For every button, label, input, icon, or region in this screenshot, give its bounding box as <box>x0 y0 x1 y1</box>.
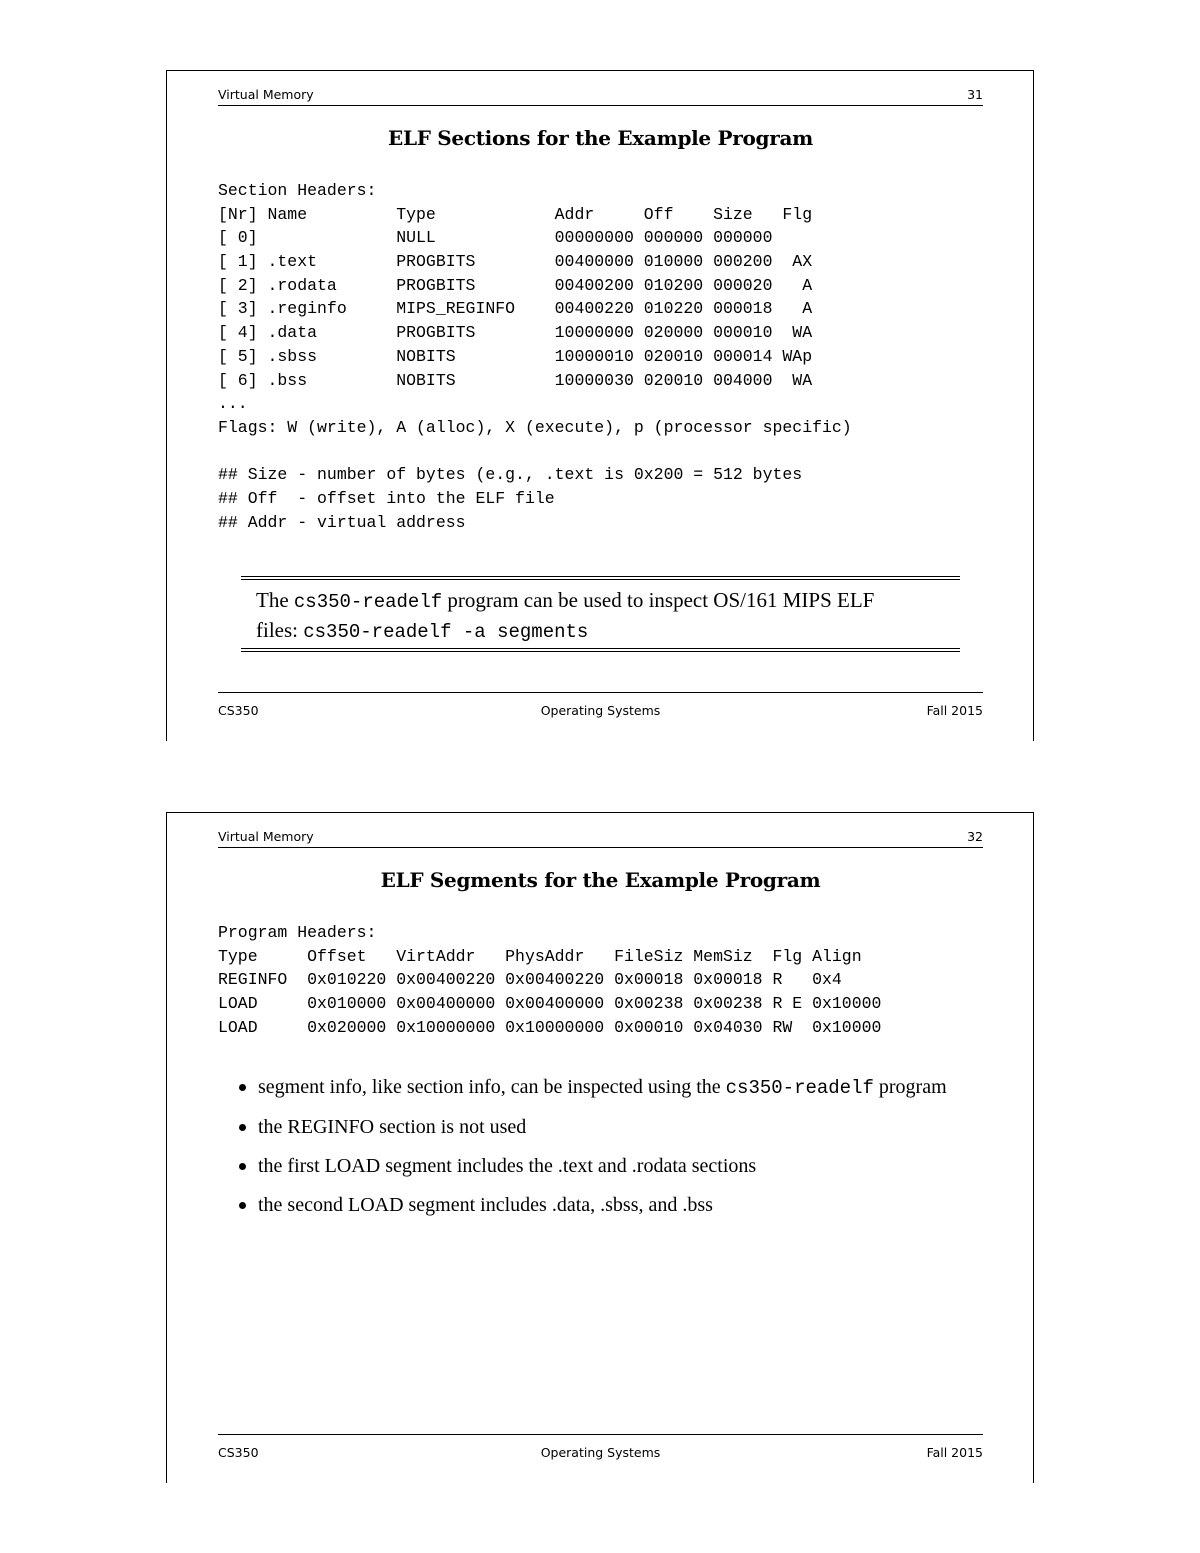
slide-header <box>218 829 983 848</box>
bullet-code: cs350-readelf <box>725 1077 874 1099</box>
code-line: ## Size - number of bytes (e.g., .text is 0x200 = 512 bytes <box>218 465 803 485</box>
code-line: Type Offset VirtAddr PhysAddr FileSiz MemSiz Flg Align <box>218 946 862 966</box>
note-code: cs350-readelf -a segments <box>303 621 589 643</box>
slide-title: ELF Sections for the Example Program <box>388 126 813 150</box>
note-text: files: <box>256 618 304 642</box>
code-line: LOAD 0x020000 0x10000000 0x10000000 0x00010 0x04030 RW 0x10000 <box>218 1017 882 1037</box>
code-line <box>218 440 852 464</box>
program-headers-listing <box>218 921 881 1039</box>
footer-course: CS350 <box>218 703 259 718</box>
code-line: Section Headers: <box>218 181 377 200</box>
code-line: REGINFO 0x010220 0x00400220 0x00400220 0x00018 0x00018 R 0x4 <box>218 970 842 990</box>
bullet-text: the first LOAD segment includes the .text and .rodata sections <box>258 1155 757 1177</box>
code-line: LOAD 0x010000 0x00400000 0x00400000 0x00238 0x00238 R E 0x10000 <box>218 994 882 1014</box>
bullet-text: program <box>873 1076 947 1098</box>
section-headers-listing <box>218 179 852 534</box>
bullet-icon <box>239 1163 246 1170</box>
note-text: program can be used to inspect OS/161 MIPS ELF <box>442 588 875 612</box>
slide-footer <box>218 1434 983 1460</box>
slide-32 <box>166 812 1034 1483</box>
page-number: 32 <box>967 829 983 844</box>
slide-title: ELF Segments for the Example Program <box>380 868 821 892</box>
header-topic: Virtual Memory <box>218 87 314 102</box>
bullet-item <box>218 1154 978 1178</box>
bullet-text: the REGINFO section is not used <box>258 1116 527 1138</box>
code-line: [ 0] NULL 00000000 000000 000000 <box>218 228 773 248</box>
bullet-list <box>218 1075 978 1232</box>
footer-course: CS350 <box>218 1445 259 1460</box>
footer-term: Fall 2015 <box>926 1445 983 1460</box>
bullet-item <box>218 1193 978 1217</box>
footer-term: Fall 2015 <box>926 703 983 718</box>
code-line: [ 5] .sbss NOBITS 10000010 020010 000014 WAp <box>218 346 813 366</box>
code-line: Flags: W (write), A (alloc), X (execute), p (processor specific) <box>218 417 852 437</box>
code-line: [ 3] .reginfo MIPS_REGINFO 00400220 010220 000018 A <box>218 299 813 319</box>
readelf-note <box>256 586 874 646</box>
bullet-text: the second LOAD segment includes .data, .sbss, and .bss <box>258 1194 713 1216</box>
note-code: cs350-readelf <box>293 591 443 613</box>
code-line: [ 1] .text PROGBITS 00400000 010000 000200 AX <box>218 252 813 272</box>
slide-footer <box>218 692 983 718</box>
bullet-icon <box>239 1202 246 1209</box>
bullet-item <box>218 1115 978 1139</box>
page-number: 31 <box>967 87 983 102</box>
code-line: [Nr] Name Type Addr Off Size Flg <box>218 204 813 224</box>
bullet-icon <box>239 1124 246 1131</box>
code-line: ## Addr - virtual address <box>218 512 466 532</box>
bullet-item <box>218 1075 978 1100</box>
slide-header <box>218 87 983 106</box>
readelf-note-box <box>241 576 960 652</box>
code-line: ## Off - offset into the ELF file <box>218 488 555 508</box>
code-line: ... <box>218 394 248 414</box>
code-line: Program Headers: <box>218 923 377 942</box>
code-line: [ 4] .data PROGBITS 10000000 020000 000010 WA <box>218 323 813 343</box>
note-text: The <box>256 588 294 612</box>
bullet-icon <box>239 1084 246 1091</box>
footer-title: Operating Systems <box>540 703 661 718</box>
code-line: [ 6] .bss NOBITS 10000030 020010 004000 WA <box>218 370 813 390</box>
header-topic: Virtual Memory <box>218 829 314 844</box>
bullet-text: segment info, like section info, can be inspected using the <box>258 1076 726 1098</box>
slide-31 <box>166 70 1034 741</box>
footer-title: Operating Systems <box>540 1445 661 1460</box>
code-line: [ 2] .rodata PROGBITS 00400200 010200 000020 A <box>218 275 813 295</box>
